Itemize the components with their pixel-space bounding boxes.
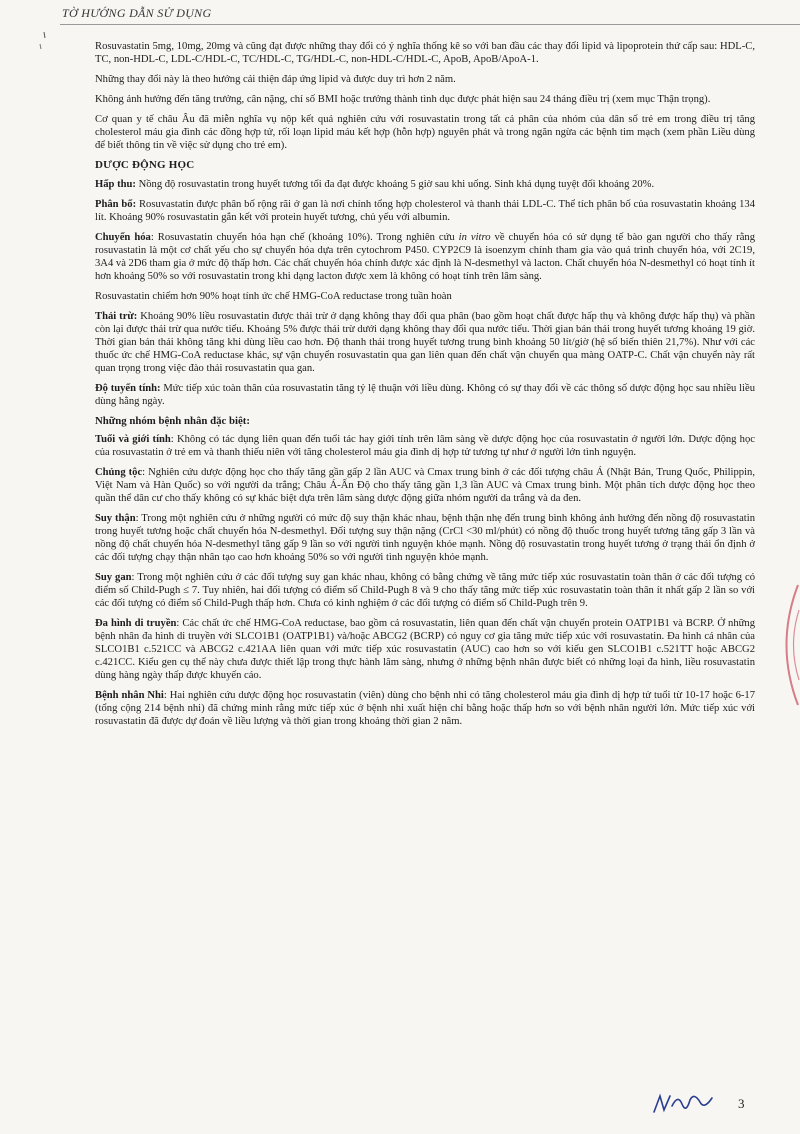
- genetic-paragraph: [95, 617, 755, 682]
- section-heading-special-populations: Những nhóm bệnh nhân đặc biệt:: [95, 415, 250, 427]
- intro-paragraph-2: Những thay đổi này là theo hướng cải thiện đáp ứng lipid và được duy trì hơn 2 năm.: [95, 74, 456, 85]
- genetic-text: : Các chất ức chế HMG-CoA reductase, bao gồm cả rosuvastatin, liên quan đến chất vận chuyển protein OATP1B1 và BCRP. Ở những bệnh nhân đa hình di truyền với SLCO1B1 (OATP1B1) và/hoặc ABCG2 (BCRP) có nguy cơ gia tăng mức tiếp xúc với rosuvastatin. Đa hình cá nhân của SLCO1B1 c.521CC và ABCG2 c.421AA liên quan với mức tiếp xúc rosuvastatin (AUC) cao hơn so với kiểu gen SLCO1B1 c.521TT hoặc ABCG2 c.421CC. Kiểu gen cụ thể này chưa được thiết lập trong thực hành lâm sàng, nhưng ở những bệnh nhân được biết có những loại đa hình, liều rosuvastatin dùng hàng ngày thấp được khuyến cáo.: [95, 618, 755, 681]
- renal-paragraph: [95, 512, 755, 564]
- linearity-text: Mức tiếp xúc toàn thân của rosuvastatin tăng tỷ lệ thuận với liều dùng. Không có sự thay đổi về các thông số dược động học sau nhiều liều dùng hằng ngày.: [95, 383, 755, 407]
- pediatric-paragraph: [95, 689, 755, 728]
- hepatic-label: Suy gan: [95, 572, 132, 583]
- page-number: 3: [738, 1096, 745, 1111]
- page-header-title: TỜ HƯỚNG DẪN SỬ DỤNG: [62, 6, 212, 20]
- pediatric-label: Bệnh nhân Nhi: [95, 690, 164, 701]
- intro-paragraph-4: Cơ quan y tế châu Âu đã miễn nghĩa vụ nộp kết quả nghiên cứu với rosuvastatin trong tất cả phân của nhóm của dân số trẻ em trong điều trị tăng cholesterol máu gia đình các đồng hợp tử, rối loạn lipid máu kết hợp (hỗn hợp) nguyên phát và trong ngăn ngừa các bệnh tim mạch (xem phần Liều dùng để biết thông tin về việc sử dụng cho trẻ em).: [95, 114, 755, 151]
- excretion-paragraph: [95, 310, 755, 375]
- signature-mark: [650, 1088, 720, 1118]
- genetic-label: Đa hình di truyền: [95, 618, 177, 629]
- excretion-label: Thải trừ:: [95, 311, 138, 322]
- hmg-note-paragraph: Rosuvastatin chiếm hơn 90% hoạt tính ức chế HMG-CoA reductase trong tuần hoàn: [95, 291, 452, 302]
- pediatric-text: : Hai nghiên cứu dược động học rosuvastatin (viên) dùng cho bệnh nhi có tăng cholesterol máu gia đình dị hợp tử tuổi từ 10-17 hoặc 6-17 (tổng cộng 214 bệnh nhi) đã chứng minh rằng mức tiếp xúc ở bệnh nhi xuất hiện chỉ bằng hoặc thấp hơn so với bệnh nhân người lớn. Mức tiếp xúc với rosuvastatin đã được dự đoán về liều lượng và thời gian trong khoảng thời gian 2 năm.: [95, 690, 755, 727]
- hepatic-text: : Trong một nghiên cứu ở các đối tượng suy gan khác nhau, không có bằng chứng về tăng mức tiếp xúc rosuvastatin toàn thân ở các đối tượng có điểm số Child-Pugh ≤ 7. Tuy nhiên, hai đối tượng có điểm số Child-Pugh 8 và 9 cho thấy tăng mức tiếp xúc rosuvastatin toàn thân ít nhất gấp 2 lần so với các đối tượng có điểm số Child-Pugh thấp hơn. Chưa có kinh nghiệm ở các đối tượng có điểm số Child-Pugh trên 9.: [95, 572, 755, 609]
- stamp-edge-mark: [770, 580, 800, 710]
- hepatic-paragraph: [95, 571, 755, 610]
- excretion-text: Khoảng 90% liều rosuvastatin được thải trừ ở dạng không thay đổi qua phân (bao gồm hoạt chất được hấp thụ và không được hấp thụ) và phần còn lại được thải trừ qua nước tiểu. Khoảng 5% được thải trừ dưới dạng không thay đổi qua nước tiểu. Thời gian bán thải trong huyết tương khoảng 19 giờ. Thời gian bán thải không tăng khi dùng liều cao hơn. Độ thanh thải trong huyết tương trung bình khoảng 50 lít/giờ (hệ số biến thiên 21,7%). Như với các thuốc ức chế HMG-CoA reductase khác, sự vận chuyển rosuvastatin qua gan liên quan đến chất vận chuyển qua màng OATP-C. Chất vận chuyển này rất quan trọng trong việc đào thải rosuvastatin qua gan.: [95, 311, 755, 374]
- race-text: : Nghiên cứu dược động học cho thấy tăng gần gấp 2 lần AUC và Cmax trung bình ở các đối tượng châu Á (Nhật Bản, Trung Quốc, Philippin, Việt Nam và Hàn Quốc) so với người da trắng; Châu Á-Ấn Độ cho thấy tăng gần 1,3 lần AUC và Cmax trung bình. Một phân tích dược động học theo quần thể dân cư cho thấy không có sự khác biệt dựa trên lâm sàng dược động giữa nhóm người da trắng và da đen.: [95, 467, 755, 504]
- distribution-text: Rosuvastatin được phân bố rộng rãi ở gan là nơi chính tổng hợp cholesterol và thanh thải LDL-C. Thể tích phân bố của rosuvastatin khoảng 134 lít. Khoảng 90% rosuvastatin gắn kết với protein huyết tương, chủ yếu với albumin.: [95, 199, 756, 223]
- race-label: Chủng tộc: [95, 467, 143, 478]
- header-rule: [60, 24, 800, 25]
- intro-paragraph-3: Không ảnh hưởng đến tăng trưởng, cân nặng, chỉ số BMI hoặc trưởng thành tình dục được phát hiện sau 24 tháng điều trị (xem mục Thận trọng).: [95, 94, 711, 105]
- absorption-text: Nồng độ rosuvastatin trong huyết tương tối đa đạt được khoảng 5 giờ sau khi uống. Sinh khả dụng tuyệt đối khoảng 20%.: [135, 179, 655, 190]
- age-sex-paragraph: [95, 433, 755, 459]
- document-body: [95, 40, 755, 735]
- absorption-label: Hấp thu:: [95, 179, 136, 190]
- margin-marks: [30, 30, 50, 70]
- renal-label: Suy thận: [95, 513, 136, 524]
- section-heading-pharmacokinetics: DƯỢC ĐỘNG HỌC: [95, 159, 195, 171]
- metabolism-paragraph: [95, 231, 755, 283]
- distribution-paragraph: [95, 198, 755, 224]
- linearity-paragraph: [95, 382, 755, 408]
- intro-paragraph-1: Rosuvastatin 5mg, 10mg, 20mg và cũng đạt được những thay đổi có ý nghĩa thống kê so với ban đầu các thay đổi lipid và lipoprotein thứ cấp sau: HDL-C, TC, non-HDL-C, LDL-C/HDL-C, TC/HDL-C, TG/HDL-C, non-HDL-C/HDL-C, ApoB, ApoB/ApoA-1.: [95, 41, 755, 65]
- age-sex-label: Tuổi và giới tính: [95, 434, 171, 445]
- metabolism-text-a: : Rosuvastatin chuyển hóa hạn chế (khoảng 10%). Trong nghiên cứu: [150, 232, 459, 243]
- race-paragraph: [95, 466, 755, 505]
- distribution-label: Phân bố:: [95, 199, 137, 210]
- linearity-label: Độ tuyến tính:: [95, 383, 161, 394]
- metabolism-text-b: về chuyển hóa có sử dụng tế bào gan người cho thấy rằng rosuvastatin là một cơ chất yếu cho sự chuyển hóa dựa trên cytochrom P450. CYP2C9 là isoenzym chính tham gia vào quá trình chuyển hóa, với 2C19, 3A4 và 2D6 tham gia ở mức độ thấp hơn. Các chất chuyển hóa chính được xác định là N-desmethyl và lacton. Chất chuyển hóa N-desmethyl có hoạt tính ít hơn khoảng 50% so với rosuvastatin trong khi dạng lacton được xem là không có hoạt tính trên lâm sàng.: [95, 232, 756, 282]
- renal-text: : Trong một nghiên cứu ở những người có mức độ suy thận khác nhau, bệnh thận nhẹ đến trung bình không ảnh hưởng đến nồng độ rosuvastatin trong huyết tương hoặc chất chuyển hóa N-desmethyl. Đối tượng suy thận nặng (CrCl <30 ml/phút) có nồng độ thuốc trong huyết tương tăng gấp 3 lần và nồng độ chất chuyển hóa N-desmethyl tăng gấp 9 lần so với người tình nguyện khỏe mạnh. Nồng độ rosuvastatin trong huyết tương ở trạng thái ổn định ở các đối tượng chạy thận nhân tạo cao hơn khoảng 50% so với người tình nguyện khỏe mạnh.: [95, 513, 755, 563]
- metabolism-label: Chuyển hóa: [95, 232, 151, 243]
- age-sex-text: : Không có tác dụng liên quan đến tuổi tác hay giới tính trên lâm sàng về dược động học của rosuvastatin ở người lớn. Dược động học của rosuvastatin ở trẻ em và thanh thiếu niên với tăng cholesterol máu gia đình dị hợp tử tương tự như ở người lớn tình nguyện.: [95, 434, 755, 458]
- metabolism-in-vitro: in vitro: [458, 232, 491, 243]
- absorption-paragraph: [95, 178, 755, 191]
